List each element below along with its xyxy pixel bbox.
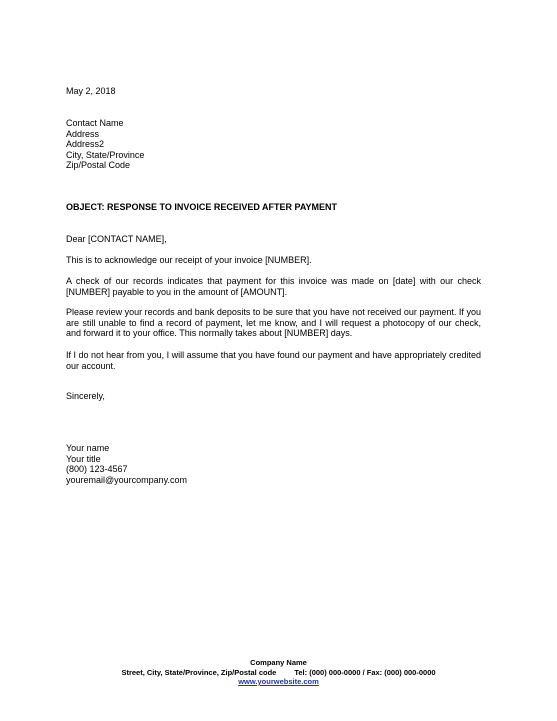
paragraph-3: Please review your records and bank deposits to be sure that you have not received our payment. If you are still unable to find a record of payment, let me know, and I will request a photocopy of our check, and forward it to your office. This normally takes about [NUMBER] days. xyxy=(66,307,481,338)
subject-text: OBJECT: RESPONSE TO INVOICE RECEIVED AFTER PAYMENT xyxy=(66,202,338,212)
website-link[interactable]: www.yourwebsite.com xyxy=(238,677,319,686)
signature-name: Your name xyxy=(66,443,110,453)
paragraph-4: If I do not hear from you, I will assume that you have found our payment and have appropriately credited our account. xyxy=(66,350,481,371)
footer-address: Street, City, State/Province, Zip/Postal code xyxy=(121,667,277,677)
recipient-address-line2: Address2 xyxy=(66,139,105,149)
signature-title: Your title xyxy=(66,453,101,464)
paragraph-2: A check of our records indicates that payment for this invoice was made on [date] with our check [NUMBER] payable to you in the amount of [AMOUNT]. xyxy=(66,276,481,297)
footer-phone-fax: Tel: (000) 000-0000 / Fax: (000) 000-0000 xyxy=(294,667,436,677)
footer-website-line xyxy=(100,677,457,687)
footer-contact-line xyxy=(100,668,457,678)
signature-block xyxy=(66,443,481,485)
date-text: May 2, 2018 xyxy=(66,86,116,96)
closing-text: Sincerely, xyxy=(66,391,105,401)
signature-phone: (800) 123-4567 xyxy=(66,464,128,474)
recipient-zip: Zip/Postal Code xyxy=(66,160,131,170)
recipient-name: Contact Name xyxy=(66,118,124,128)
letter-subject xyxy=(66,202,481,213)
signature-email: youremail@yourcompany.com xyxy=(66,474,188,485)
letter-greeting xyxy=(66,234,481,245)
letter-footer xyxy=(100,658,457,687)
recipient-address-line1: Address xyxy=(66,128,100,139)
footer-company: Company Name xyxy=(250,658,307,667)
recipient-address xyxy=(66,118,481,171)
paragraph-1: This is to acknowledge our receipt of your invoice [NUMBER]. xyxy=(66,255,312,265)
recipient-city-state: City, State/Province xyxy=(66,149,145,160)
letter-date xyxy=(66,86,481,97)
letter-closing xyxy=(66,391,481,402)
greeting-text: Dear [CONTACT NAME], xyxy=(66,234,167,244)
